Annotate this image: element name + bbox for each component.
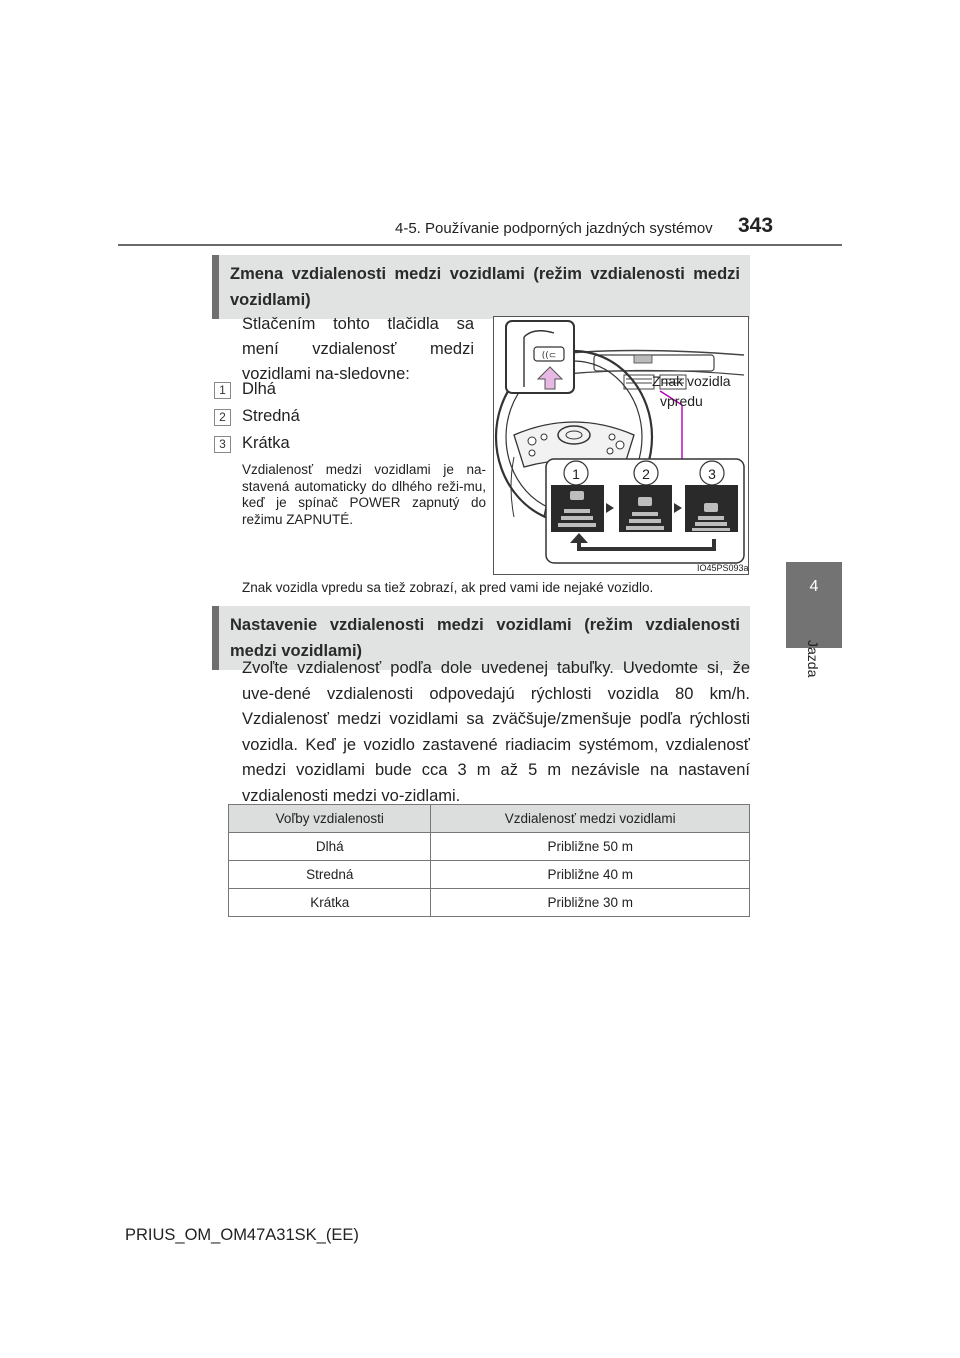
chapter-tab bbox=[786, 562, 842, 648]
item-label: Stredná bbox=[242, 407, 300, 425]
item-number-box: 3 bbox=[214, 436, 231, 453]
table-row bbox=[229, 861, 750, 889]
chapter-tab-label: Jazda bbox=[805, 640, 821, 678]
marker-3: 3 bbox=[708, 466, 716, 482]
item-label: Krátka bbox=[242, 434, 290, 452]
distance-paragraph: Zvoľte vzdialenosť podľa dole uvedenej tabuľky. Uvedomte si, že uve-dené vzdialenosti odpovedajú rýchlosti vozidla 80 km/h. Vzdialenosť medzi vozidlami sa zväčšuje/zmenšuje podľa rýchlosti vozidla. Keď je vozidlo zastavené riadiacim systémom, vzdialenosť medzi vozidlami bude cca 3 m až 5 m nezávisle na nastavení vzdialenosti medzi vo-zidlami. bbox=[242, 659, 750, 805]
vehicle-sign-note: Znak vozidla vpredu sa tiež zobrazí, ak pred vami ide nejaké vozidlo. bbox=[242, 580, 654, 595]
callout-label-line1: Znak vozidla bbox=[652, 373, 731, 389]
marker-1: 1 bbox=[572, 466, 580, 482]
column-header: Voľby vzdialenosti bbox=[229, 805, 431, 833]
svg-text:((⊂: ((⊂ bbox=[541, 351, 557, 361]
section-heading-change-distance: Zmena vzdialenosti medzi vozidlami (režim vzdialenosti medzi vozidlami) bbox=[212, 255, 750, 319]
item-number-box: 2 bbox=[214, 409, 231, 426]
figure-code: IO45PS093a bbox=[697, 563, 749, 573]
table-cell: Krátka bbox=[229, 889, 431, 917]
column-header: Vzdialenosť medzi vozidlami bbox=[431, 805, 750, 833]
intro-text: Stlačením tohto tlačidla sa mení vzdialenosť medzi vozidlami na-sledovne: bbox=[242, 315, 474, 383]
table-row bbox=[229, 833, 750, 861]
table-cell: Približne 30 m bbox=[431, 889, 750, 917]
callout-label-line2: vpredu bbox=[660, 393, 703, 409]
item-label: Dlhá bbox=[242, 380, 276, 398]
page-number: 343 bbox=[738, 214, 774, 237]
marker-2: 2 bbox=[642, 466, 650, 482]
document-code: PRIUS_OM_OM47A31SK_(EE) bbox=[125, 1226, 359, 1244]
table-cell: Približne 50 m bbox=[431, 833, 750, 861]
chapter-tab-number: 4 bbox=[809, 578, 819, 595]
table-cell: Približne 40 m bbox=[431, 861, 750, 889]
section-heading-set-distance: Nastavenie vzdialenosti medzi vozidlami (režim vzdialenosti medzi vozidlami) bbox=[212, 606, 750, 670]
section-title: 4-5. Používanie podporných jazdných systémov bbox=[395, 220, 713, 237]
table-cell: Dlhá bbox=[229, 833, 431, 861]
table-cell: Stredná bbox=[229, 861, 431, 889]
table-header-row bbox=[229, 805, 750, 833]
header-divider bbox=[118, 244, 842, 246]
item-number-box: 1 bbox=[214, 382, 231, 399]
auto-setting-note: Vzdialenosť medzi vozidlami je na-stavená automaticky do dlhého reži-mu, keď je spínač POWER zapnutý do režimu ZAPNUTÉ. bbox=[242, 462, 486, 527]
illustration-drawing bbox=[494, 317, 749, 575]
table-row bbox=[229, 889, 750, 917]
distance-table bbox=[228, 804, 750, 917]
steering-wheel-illustration bbox=[493, 316, 749, 575]
